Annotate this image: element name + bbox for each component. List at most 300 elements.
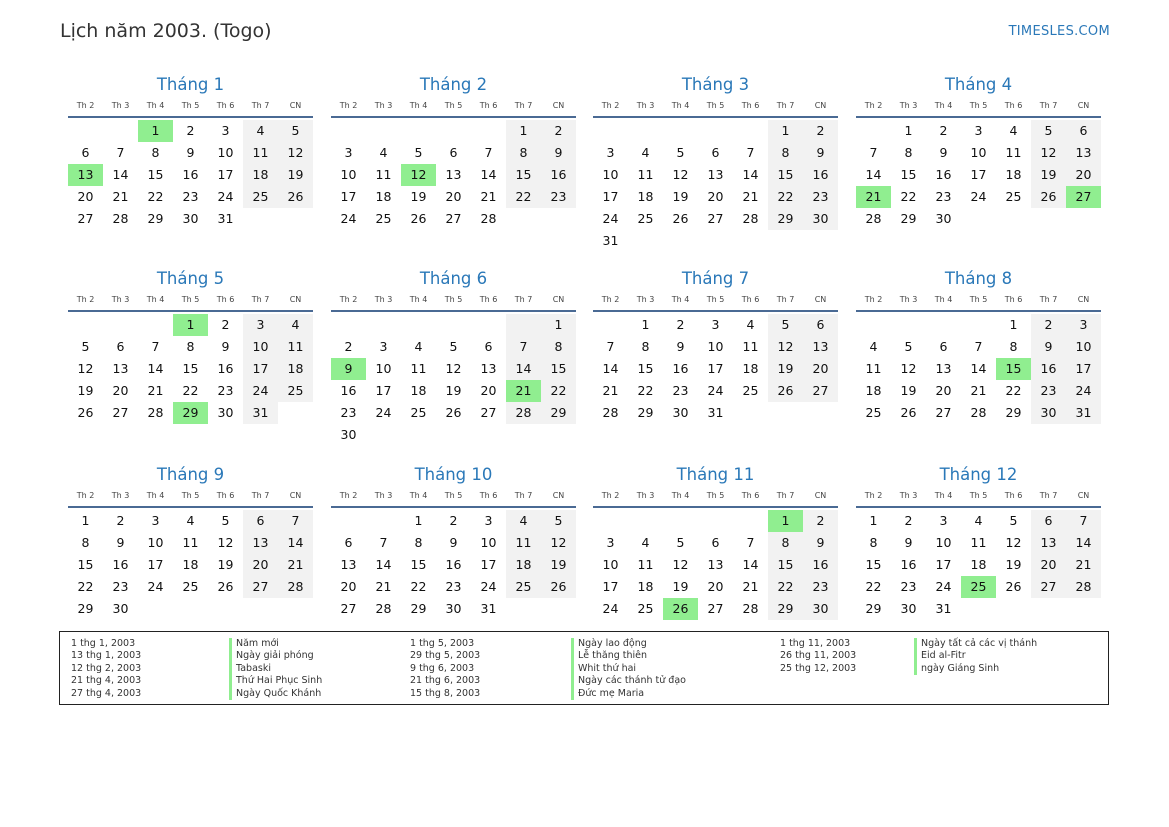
month-name: Tháng 2 — [419, 75, 488, 94]
weekday-label: Th 3 — [636, 295, 655, 304]
day-cell: 15 — [77, 557, 94, 572]
day-cell: 7 — [746, 145, 755, 160]
legend-name-column — [914, 638, 1037, 675]
empty-cell — [436, 314, 471, 336]
day-cell: 10 — [707, 339, 724, 354]
day-cell: 23 — [935, 189, 952, 204]
day-cell: 24 — [935, 579, 952, 594]
day-cell: 23 — [217, 383, 234, 398]
weekday-label: Th 2 — [76, 101, 95, 110]
day-cell: 30 — [445, 601, 462, 616]
day-cell: 3 — [606, 145, 615, 160]
day-cell: 17 — [480, 557, 497, 572]
weekday-label: Th 5 — [706, 101, 725, 110]
holiday-day-cell: 1 — [768, 510, 803, 532]
day-cell: 6 — [939, 339, 948, 354]
day-cell: 25 — [410, 405, 427, 420]
day-cell: 25 — [375, 211, 392, 226]
holiday-date: 15 thg 8, 2003 — [410, 687, 481, 699]
holiday-date: 25 thg 12, 2003 — [780, 662, 857, 674]
legend-date-column — [71, 638, 141, 700]
day-cell: 4 — [974, 513, 983, 528]
weekday-label: CN — [552, 491, 565, 500]
day-cell: 2 — [1031, 314, 1066, 336]
day-cell: 28 — [1066, 576, 1101, 598]
month-block — [593, 72, 838, 252]
weekday-label: CN — [289, 295, 302, 304]
day-cell: 22 — [1005, 383, 1022, 398]
day-cell: 26 — [77, 405, 94, 420]
month-block — [856, 72, 1101, 230]
day-cell: 31 — [1066, 402, 1101, 424]
day-cell: 25 — [182, 579, 199, 594]
day-cell: 11 — [410, 361, 427, 376]
weekday-label: Th 3 — [111, 101, 130, 110]
day-cell: 28 — [480, 211, 497, 226]
empty-cell — [331, 120, 366, 142]
day-cell: 8 — [1009, 339, 1018, 354]
holiday-day-cell: 1 — [138, 120, 173, 142]
day-cell: 5 — [278, 120, 313, 142]
day-cell: 4 — [641, 535, 650, 550]
day-cell: 24 — [480, 579, 497, 594]
weekday-header — [593, 292, 838, 312]
day-cell: 30 — [1031, 402, 1066, 424]
holiday-name: Tabaski — [229, 663, 322, 675]
day-cell: 1 — [81, 513, 90, 528]
day-cell: 5 — [1031, 120, 1066, 142]
day-cell: 20 — [112, 383, 129, 398]
day-grid — [68, 314, 313, 424]
weekday-label: Th 5 — [969, 101, 988, 110]
day-grid — [331, 314, 576, 446]
day-cell: 14 — [112, 167, 129, 182]
day-cell: 24 — [970, 189, 987, 204]
weekday-label: CN — [814, 295, 827, 304]
weekday-header — [68, 292, 313, 312]
day-cell: 24 — [243, 380, 278, 402]
weekday-label: Th 7 — [514, 491, 533, 500]
weekday-label: Th 3 — [636, 101, 655, 110]
day-cell: 4 — [186, 513, 195, 528]
weekday-label: Th 7 — [251, 101, 270, 110]
weekday-label: Th 4 — [409, 101, 428, 110]
holiday-date: 26 thg 11, 2003 — [780, 650, 857, 662]
day-cell: 28 — [742, 601, 759, 616]
weekday-header — [68, 488, 313, 508]
day-cell: 18 — [278, 358, 313, 380]
day-cell: 13 — [445, 167, 462, 182]
day-cell: 11 — [970, 535, 987, 550]
day-cell: 4 — [1009, 123, 1018, 138]
day-cell: 11 — [278, 336, 313, 358]
weekday-label: Th 3 — [899, 101, 918, 110]
weekday-label: CN — [814, 101, 827, 110]
weekday-label: Th 2 — [601, 101, 620, 110]
weekday-label: CN — [814, 491, 827, 500]
day-cell: 27 — [707, 211, 724, 226]
weekday-header — [331, 488, 576, 508]
weekday-label: Th 6 — [479, 295, 498, 304]
month-name: Tháng 7 — [681, 269, 750, 288]
day-cell: 27 — [77, 211, 94, 226]
day-cell: 3 — [606, 535, 615, 550]
day-cell: 23 — [900, 579, 917, 594]
day-cell: 16 — [217, 361, 234, 376]
day-cell: 4 — [746, 317, 755, 332]
day-cell: 29 — [865, 601, 882, 616]
day-cell: 17 — [935, 557, 952, 572]
weekday-label: Th 5 — [969, 491, 988, 500]
weekday-label: Th 4 — [146, 491, 165, 500]
day-cell: 13 — [707, 167, 724, 182]
day-cell: 3 — [1066, 314, 1101, 336]
day-cell: 19 — [445, 383, 462, 398]
day-cell: 14 — [278, 532, 313, 554]
day-cell: 19 — [672, 579, 689, 594]
day-cell: 9 — [541, 142, 576, 164]
day-cell: 14 — [375, 557, 392, 572]
weekday-header — [331, 292, 576, 312]
day-cell: 15 — [865, 557, 882, 572]
day-cell: 29 — [900, 211, 917, 226]
day-cell: 16 — [672, 361, 689, 376]
weekday-label: Th 5 — [181, 491, 200, 500]
empty-cell — [138, 314, 173, 336]
holiday-name: Lễ thăng thiên — [571, 650, 686, 662]
weekday-label: Th 3 — [899, 295, 918, 304]
day-cell: 12 — [1031, 142, 1066, 164]
day-cell: 9 — [221, 339, 230, 354]
day-cell: 14 — [506, 358, 541, 380]
day-cell: 12 — [672, 167, 689, 182]
day-cell: 12 — [672, 557, 689, 572]
day-cell: 30 — [803, 598, 838, 620]
day-cell: 6 — [711, 535, 720, 550]
day-cell: 14 — [865, 167, 882, 182]
empty-cell — [593, 314, 628, 336]
day-cell: 16 — [803, 164, 838, 186]
weekday-label: Th 2 — [601, 295, 620, 304]
day-cell: 27 — [480, 405, 497, 420]
day-cell: 21 — [970, 383, 987, 398]
day-cell: 9 — [449, 535, 458, 550]
weekday-label: Th 3 — [111, 295, 130, 304]
day-cell: 11 — [506, 532, 541, 554]
day-cell: 24 — [340, 211, 357, 226]
day-cell: 3 — [939, 513, 948, 528]
legend-date-column — [410, 638, 480, 700]
empty-cell — [366, 510, 401, 532]
day-cell: 7 — [869, 145, 878, 160]
day-cell: 15 — [768, 164, 803, 186]
month-name: Tháng 6 — [419, 269, 488, 288]
month-block — [68, 266, 313, 424]
day-cell: 19 — [1031, 164, 1066, 186]
day-cell: 22 — [541, 380, 576, 402]
day-cell: 7 — [974, 339, 983, 354]
holiday-name: Ngày tất cả các vị thánh — [914, 638, 1037, 650]
day-cell: 2 — [803, 120, 838, 142]
day-cell: 10 — [480, 535, 497, 550]
weekday-label: Th 5 — [706, 491, 725, 500]
day-cell: 6 — [484, 339, 493, 354]
day-cell: 8 — [768, 142, 803, 164]
day-cell: 14 — [742, 167, 759, 182]
day-cell: 22 — [768, 576, 803, 598]
day-cell: 3 — [151, 513, 160, 528]
holiday-date: 29 thg 5, 2003 — [410, 650, 481, 662]
day-cell: 26 — [278, 186, 313, 208]
day-cell: 15 — [147, 167, 164, 182]
weekday-label: Th 6 — [741, 101, 760, 110]
weekday-label: Th 4 — [671, 295, 690, 304]
day-cell: 21 — [742, 579, 759, 594]
day-cell: 3 — [711, 317, 720, 332]
weekday-label: Th 5 — [444, 295, 463, 304]
day-cell: 24 — [147, 579, 164, 594]
month-name: Tháng 4 — [944, 75, 1013, 94]
day-cell: 27 — [707, 601, 724, 616]
day-cell: 1 — [641, 317, 650, 332]
month-name: Tháng 12 — [939, 465, 1018, 484]
day-cell: 19 — [77, 383, 94, 398]
empty-cell — [733, 120, 768, 142]
day-cell: 13 — [935, 361, 952, 376]
day-cell: 9 — [676, 339, 685, 354]
month-block — [68, 72, 313, 230]
holiday-day-cell: 12 — [401, 164, 436, 186]
holiday-name: Thứ Hai Phục Sinh — [229, 675, 322, 687]
day-cell: 21 — [112, 189, 129, 204]
empty-cell — [331, 510, 366, 532]
day-cell: 14 — [1066, 532, 1101, 554]
holiday-name: Ngày lao động — [571, 638, 686, 650]
empty-cell — [68, 314, 103, 336]
day-cell: 16 — [340, 383, 357, 398]
day-cell: 13 — [707, 557, 724, 572]
weekday-label: Th 4 — [146, 295, 165, 304]
day-cell: 6 — [1031, 510, 1066, 532]
empty-cell — [628, 510, 663, 532]
day-cell: 18 — [243, 164, 278, 186]
day-cell: 25 — [278, 380, 313, 402]
day-cell: 9 — [116, 535, 125, 550]
weekday-label: Th 5 — [444, 101, 463, 110]
day-cell: 24 — [602, 601, 619, 616]
day-cell: 20 — [340, 579, 357, 594]
day-cell: 24 — [602, 211, 619, 226]
day-cell: 21 — [147, 383, 164, 398]
weekday-label: CN — [289, 101, 302, 110]
weekday-label: Th 6 — [479, 491, 498, 500]
day-cell: 25 — [243, 186, 278, 208]
day-cell: 27 — [243, 576, 278, 598]
day-cell: 9 — [1031, 336, 1066, 358]
day-cell: 12 — [217, 535, 234, 550]
day-cell: 23 — [1031, 380, 1066, 402]
day-cell: 17 — [217, 167, 234, 182]
empty-cell — [593, 510, 628, 532]
day-cell: 30 — [182, 211, 199, 226]
day-cell: 7 — [151, 339, 160, 354]
day-cell: 4 — [243, 120, 278, 142]
holiday-day-cell: 1 — [173, 314, 208, 336]
day-cell: 10 — [217, 145, 234, 160]
day-cell: 12 — [445, 361, 462, 376]
day-cell: 24 — [217, 189, 234, 204]
day-cell: 14 — [970, 361, 987, 376]
empty-cell — [471, 314, 506, 336]
holiday-date: 1 thg 11, 2003 — [780, 638, 851, 649]
day-cell: 10 — [1066, 336, 1101, 358]
day-cell: 29 — [768, 208, 803, 230]
day-cell: 28 — [602, 405, 619, 420]
weekday-label: Th 6 — [216, 295, 235, 304]
weekday-label: Th 7 — [1039, 101, 1058, 110]
weekday-label: Th 2 — [864, 295, 883, 304]
day-cell: 1 — [506, 120, 541, 142]
day-cell: 10 — [375, 361, 392, 376]
day-cell: 20 — [480, 383, 497, 398]
day-cell: 18 — [970, 557, 987, 572]
day-cell: 18 — [182, 557, 199, 572]
month-name: Tháng 10 — [414, 465, 493, 484]
weekday-label: Th 6 — [1004, 101, 1023, 110]
day-cell: 8 — [904, 145, 913, 160]
weekday-header — [856, 292, 1101, 312]
holiday-day-cell: 25 — [961, 576, 996, 598]
day-cell: 28 — [865, 211, 882, 226]
day-cell: 12 — [278, 142, 313, 164]
day-cell: 2 — [449, 513, 458, 528]
day-cell: 1 — [869, 513, 878, 528]
day-grid — [68, 120, 313, 230]
day-cell: 15 — [410, 557, 427, 572]
day-cell: 28 — [970, 405, 987, 420]
holiday-date: 9 thg 6, 2003 — [410, 662, 475, 674]
day-cell: 16 — [541, 164, 576, 186]
day-cell: 30 — [803, 208, 838, 230]
day-cell: 15 — [768, 554, 803, 576]
day-cell: 28 — [375, 601, 392, 616]
weekday-label: Th 4 — [934, 101, 953, 110]
day-cell: 18 — [865, 383, 882, 398]
day-cell: 12 — [541, 532, 576, 554]
brand-link[interactable]: TIMESLES.COM — [1008, 24, 1110, 39]
day-cell: 7 — [484, 145, 493, 160]
day-cell: 3 — [221, 123, 230, 138]
holiday-name: Đức mẹ Maria — [571, 688, 686, 700]
day-cell: 17 — [602, 189, 619, 204]
day-cell: 16 — [445, 557, 462, 572]
day-cell: 22 — [182, 383, 199, 398]
day-cell: 10 — [602, 167, 619, 182]
day-grid — [68, 510, 313, 620]
holiday-day-cell: 15 — [996, 358, 1031, 380]
day-cell: 24 — [1066, 380, 1101, 402]
weekday-label: Th 2 — [76, 295, 95, 304]
day-cell: 27 — [803, 380, 838, 402]
day-cell: 6 — [1066, 120, 1101, 142]
day-cell: 6 — [243, 510, 278, 532]
holiday-day-cell: 9 — [331, 358, 366, 380]
weekday-label: Th 2 — [339, 101, 358, 110]
day-cell: 8 — [869, 535, 878, 550]
day-cell: 30 — [340, 427, 357, 442]
weekday-label: Th 6 — [216, 101, 235, 110]
day-cell: 21 — [480, 189, 497, 204]
weekday-label: Th 4 — [934, 295, 953, 304]
day-cell: 18 — [742, 361, 759, 376]
weekday-label: Th 2 — [339, 491, 358, 500]
day-cell: 30 — [672, 405, 689, 420]
day-cell: 8 — [641, 339, 650, 354]
day-cell: 29 — [768, 598, 803, 620]
day-cell: 8 — [541, 336, 576, 358]
day-cell: 21 — [1066, 554, 1101, 576]
day-cell: 23 — [672, 383, 689, 398]
day-cell: 19 — [217, 557, 234, 572]
weekday-label: Th 7 — [776, 295, 795, 304]
weekday-header — [856, 488, 1101, 508]
day-cell: 26 — [1031, 186, 1066, 208]
empty-cell — [628, 120, 663, 142]
weekday-label: Th 2 — [864, 491, 883, 500]
empty-cell — [436, 120, 471, 142]
day-cell: 23 — [803, 576, 838, 598]
weekday-label: Th 4 — [146, 101, 165, 110]
day-grid — [331, 120, 576, 230]
day-cell: 16 — [182, 167, 199, 182]
day-cell: 4 — [641, 145, 650, 160]
day-cell: 23 — [541, 186, 576, 208]
holiday-name: Năm mới — [229, 638, 322, 650]
weekday-label: Th 7 — [514, 295, 533, 304]
day-cell: 7 — [1066, 510, 1101, 532]
day-cell: 3 — [974, 123, 983, 138]
day-cell: 2 — [939, 123, 948, 138]
day-cell: 26 — [768, 380, 803, 402]
weekday-label: Th 4 — [409, 491, 428, 500]
day-cell: 26 — [1005, 579, 1022, 594]
day-cell: 17 — [375, 383, 392, 398]
day-cell: 10 — [935, 535, 952, 550]
day-cell: 21 — [742, 189, 759, 204]
day-cell: 19 — [278, 164, 313, 186]
legend-name-column — [229, 638, 322, 700]
day-cell: 10 — [602, 557, 619, 572]
weekday-label: Th 7 — [1039, 295, 1058, 304]
weekday-label: Th 5 — [969, 295, 988, 304]
day-grid — [856, 510, 1101, 620]
day-cell: 7 — [379, 535, 388, 550]
day-cell: 12 — [900, 361, 917, 376]
empty-cell — [506, 314, 541, 336]
day-cell: 12 — [1005, 535, 1022, 550]
day-cell: 21 — [375, 579, 392, 594]
day-cell: 13 — [243, 532, 278, 554]
weekday-label: Th 4 — [934, 491, 953, 500]
day-cell: 8 — [81, 535, 90, 550]
legend-date-column — [780, 638, 856, 675]
day-cell: 5 — [1009, 513, 1018, 528]
holiday-date: 12 thg 2, 2003 — [71, 662, 142, 674]
day-cell: 14 — [147, 361, 164, 376]
day-cell: 28 — [112, 211, 129, 226]
day-cell: 19 — [672, 189, 689, 204]
weekday-label: Th 7 — [251, 295, 270, 304]
